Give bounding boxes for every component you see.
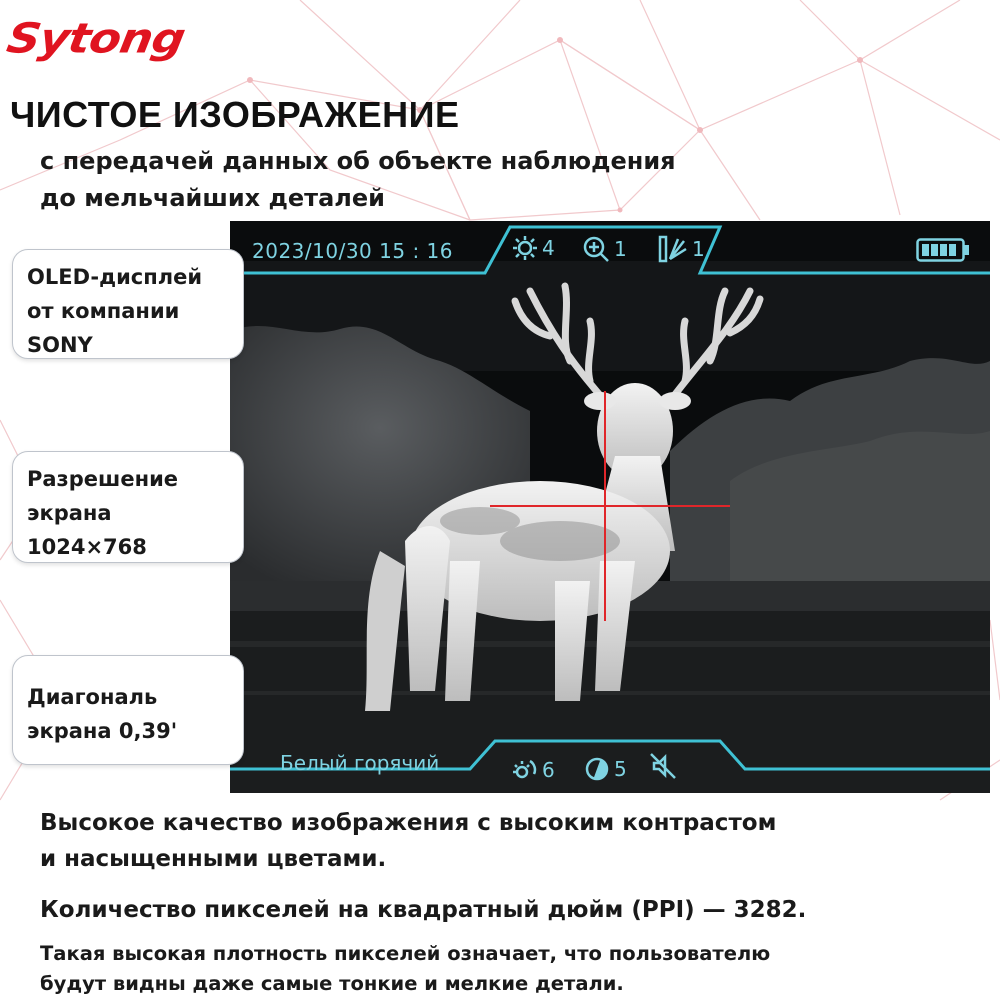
focus-icon <box>658 235 688 263</box>
focus-value: 1 <box>692 237 705 261</box>
sensitivity-indicator <box>510 756 555 784</box>
spec-display-line-1: OLED-дисплей <box>27 265 203 289</box>
thermal-display <box>230 221 990 793</box>
sensitivity-value: 6 <box>542 758 555 782</box>
page-title: ЧИСТОЕ ИЗОБРАЖЕНИЕ <box>10 94 460 135</box>
spec-diagonal-line-1: Диагональ <box>27 685 158 709</box>
description-line-3: Количество пикселей на квадратный дюйм (PPI) — 3282. <box>40 897 807 923</box>
sun-icon <box>512 235 538 261</box>
subtitle-line-1: с передачей данных об объекте наблюдения <box>40 147 676 175</box>
mute-indicator <box>648 751 678 781</box>
sensitivity-icon <box>510 756 538 784</box>
palette-mode-label: Белый горячий <box>280 751 440 775</box>
zoom-value: 1 <box>614 237 627 261</box>
sytong-logo: Sytong <box>3 14 189 63</box>
spec-resolution-line-1: Разрешение <box>27 467 179 491</box>
spec-resolution-line-3: 1024×768 <box>27 535 147 559</box>
thermal-scene <box>230 221 990 793</box>
brightness-value: 4 <box>542 236 555 260</box>
spec-display-line-2: от компании <box>27 299 180 323</box>
spec-card-diagonal <box>12 655 244 765</box>
subtitle-line-2: до мельчайших деталей <box>40 184 385 212</box>
contrast-indicator <box>584 756 627 782</box>
spec-diagonal-line-2: экрана 0,39' <box>27 719 178 743</box>
spec-display-line-3: SONY <box>27 333 93 357</box>
zoom-indicator <box>582 235 627 263</box>
mute-icon <box>648 751 678 781</box>
spec-card-display <box>12 249 244 359</box>
description-line-2: и насыщенными цветами. <box>40 846 387 872</box>
description-line-5: будут видны даже самые тонкие и мелкие детали. <box>40 972 624 995</box>
datetime-readout: 2023/10/30 15 : 16 <box>252 239 453 263</box>
spec-resolution-line-2: экрана <box>27 501 112 525</box>
spec-card-resolution <box>12 451 244 563</box>
description-line-4: Такая высокая плотность пикселей означает, что пользователю <box>40 942 771 965</box>
brightness-indicator <box>512 235 555 261</box>
zoom-in-icon <box>582 235 610 263</box>
contrast-value: 5 <box>614 757 627 781</box>
battery-icon <box>916 238 970 262</box>
contrast-icon <box>584 756 610 782</box>
description-line-1: Высокое качество изображения с высоким контрастом <box>40 810 777 836</box>
focus-indicator <box>658 235 705 263</box>
